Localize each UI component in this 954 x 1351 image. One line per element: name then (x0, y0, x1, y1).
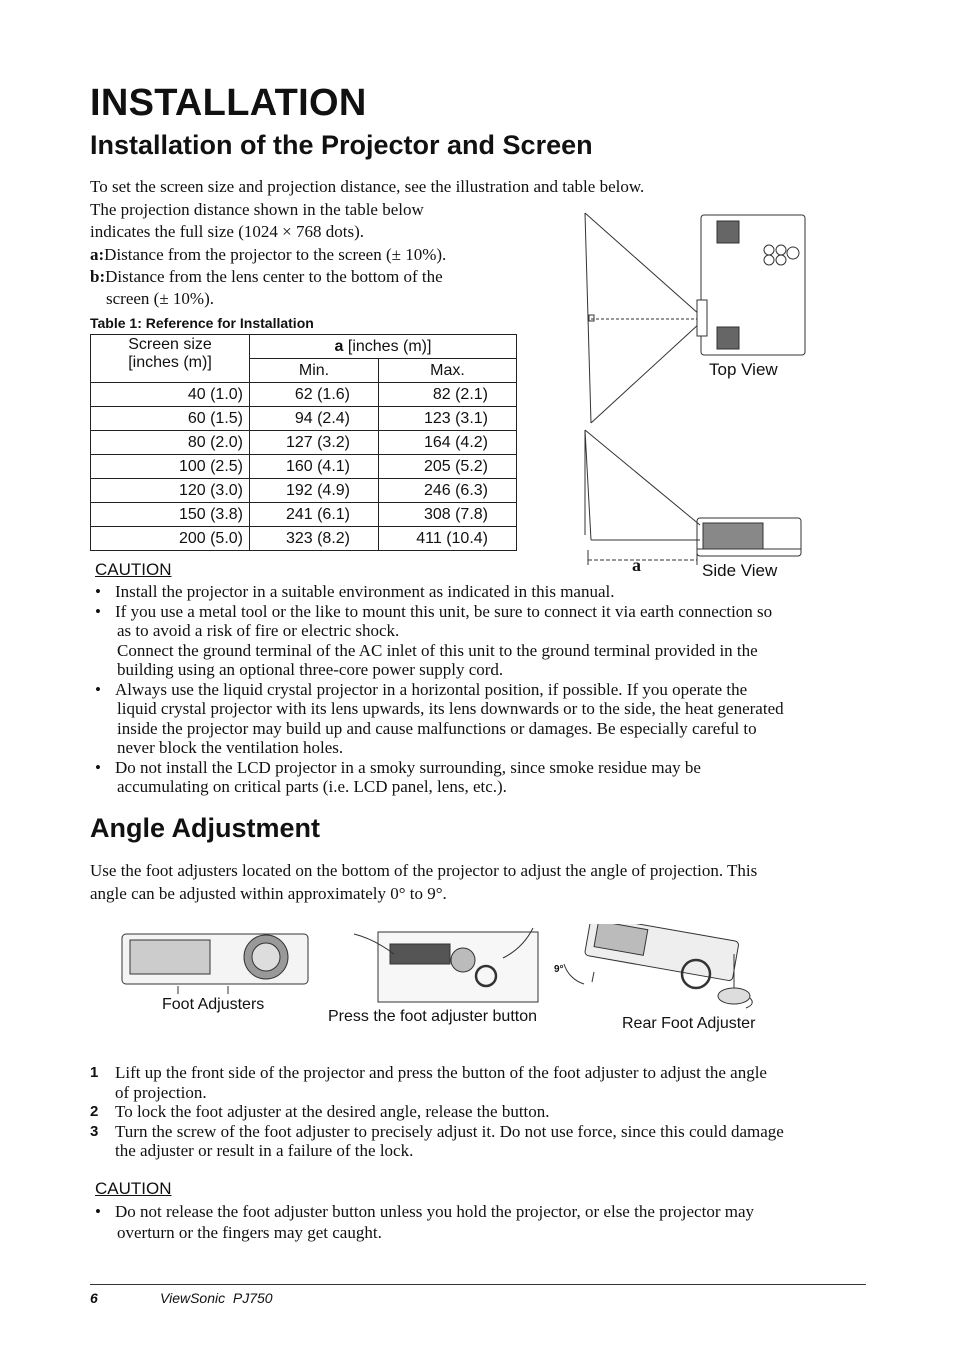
caution-item-line: Install the projector in a suitable environment as indicated in this manual. (115, 582, 615, 601)
definition-b-continued: screen (± 10%). (106, 289, 214, 308)
projector-tilted-image (584, 924, 739, 981)
step-line: Turn the screw of the foot adjuster to precisely adjust it. Do not use force, since this could damage (115, 1121, 784, 1141)
caution-item-line: accumulating on critical parts (i.e. LCD panel, lens, etc.). (117, 777, 507, 796)
table-row (91, 455, 517, 479)
header-screen-size-line-2: [inches (m)] (128, 354, 212, 371)
table-cell: 127 (3.2) (250, 431, 379, 455)
table-row (91, 503, 517, 527)
table-cell: 80 (2.0) (91, 431, 250, 455)
table-cell: 160 (4.1) (250, 455, 379, 479)
step-line: Lift up the front side of the projector and press the button of the foot adjuster to adjust the angle (115, 1063, 767, 1082)
table-cell: 192 (4.9) (250, 479, 379, 503)
header-a-bold: a (334, 337, 344, 355)
bullet-icon: • (95, 601, 101, 621)
definition-a (90, 244, 446, 266)
caution-heading-2: CAUTION (95, 1179, 172, 1198)
page-number: 6 (90, 1290, 98, 1306)
reference-table (90, 334, 517, 551)
table-row (91, 479, 517, 503)
table-row (91, 431, 517, 455)
header-distance-a (250, 335, 517, 359)
step-line: of projection. (115, 1082, 207, 1102)
caution-item-line: Always use the liquid crystal projector in a horizontal position, if possible. If you operate the (115, 679, 748, 699)
caution-list-2 (95, 1201, 875, 1243)
angle-intro-line-1: Use the foot adjusters located on the bottom of the projector to adjust the angle of projection. This (90, 861, 758, 880)
caution-item-line: building using an optional three-core power supply cord. (117, 660, 504, 679)
caution-item (95, 758, 875, 797)
header-max: Max. (379, 359, 517, 383)
footer-product: ViewSonic PJ750 (160, 1290, 273, 1306)
caution-item-line: If you use a metal tool or the like to mount this unit, be sure to connect it via earth connection so (115, 601, 773, 621)
projection-note-line-2: indicates the full size (1024 × 768 dots). (90, 222, 364, 241)
header-screen-size (91, 335, 250, 383)
top-view-label: Top View (709, 360, 778, 379)
bullet-icon: • (95, 582, 101, 601)
footer-rule (90, 1284, 866, 1285)
caution-item-line: Do not release the foot adjuster button unless you hold the projector, or else the projector may (115, 1202, 755, 1221)
side-view-label: Side View (702, 561, 778, 580)
table-cell: 200 (5.0) (91, 527, 250, 551)
step-number: 1 (90, 1064, 99, 1081)
header-screen-size-line-1: Screen size (128, 336, 212, 353)
list-item (90, 1063, 880, 1102)
projection-note-line-1: The projection distance shown in the table below (90, 200, 424, 219)
section-title-angle: Angle Adjustment (90, 813, 321, 843)
press-button-label: Press the foot adjuster button (328, 1008, 538, 1025)
step-line: the adjuster or result in a failure of the lock. (115, 1141, 414, 1160)
step-number: 3 (90, 1122, 99, 1140)
table-cell: 60 (1.5) (91, 407, 250, 431)
table-cell: 123 (3.1) (379, 407, 517, 431)
table-cell: 120 (3.0) (91, 479, 250, 503)
table-cell: 411 (10.4) (379, 527, 517, 551)
bullet-icon: • (95, 679, 101, 699)
top-view-screen (585, 213, 591, 423)
definition-b-label: b: (90, 267, 106, 286)
caution-item-line: Do not install the LCD projector in a smoky surrounding, since smoke residue may be (115, 757, 701, 777)
caution-item (95, 602, 875, 680)
caution-item (95, 680, 875, 758)
bullet-icon: • (95, 1202, 101, 1221)
bullet-icon: • (95, 757, 101, 777)
table-cell: 205 (5.2) (379, 455, 517, 479)
table-cell: 241 (6.1) (250, 503, 379, 527)
table-cell: 150 (3.8) (91, 503, 250, 527)
definition-a-label: a: (90, 245, 105, 264)
caution-item-line: inside the projector may build up and cause malfunctions or damages. Be especially careful to (117, 718, 757, 738)
step-number: 2 (90, 1103, 99, 1120)
angle-degree-label: 9° (554, 964, 564, 975)
page-title: INSTALLATION (90, 82, 367, 124)
table-cell: 82 (2.1) (379, 383, 517, 407)
list-item (90, 1122, 880, 1161)
angle-intro-line-2: angle can be adjusted within approximately 0° to 9°. (90, 884, 447, 903)
foot-adjusters-label: Foot Adjusters (162, 996, 265, 1013)
caution-item (95, 1201, 875, 1243)
definition-a-text: Distance from the projector to the screen (± 10%). (104, 245, 447, 264)
table-row (91, 383, 517, 407)
caution-list (95, 582, 875, 797)
table-cell: 94 (2.4) (250, 407, 379, 431)
table-cell: 323 (8.2) (250, 527, 379, 551)
caution-item (95, 582, 875, 602)
header-min: Min. (250, 359, 379, 383)
table-cell: 246 (6.3) (379, 479, 517, 503)
caution-item-line: Connect the ground terminal of the AC inlet of this unit to the ground terminal provided in the (117, 640, 758, 660)
step-line: To lock the foot adjuster at the desired angle, release the button. (115, 1102, 550, 1121)
steps-list (90, 1063, 880, 1161)
list-item (90, 1102, 880, 1122)
caution-item-line: liquid crystal projector with its lens upwards, its lens downwards or to the side, the heat generated (117, 699, 784, 718)
rear-foot-label: Rear Foot Adjuster (622, 1015, 756, 1032)
section-title-installation: Installation of the Projector and Screen (90, 130, 593, 160)
caution-item-line: never block the ventilation holes. (117, 738, 344, 757)
table-cell: 308 (7.8) (379, 503, 517, 527)
header-a-unit: [inches (m)] (343, 337, 432, 355)
caution-heading: CAUTION (95, 560, 172, 579)
table-row (91, 527, 517, 551)
table-cell: 100 (2.5) (91, 455, 250, 479)
definition-b (90, 266, 443, 288)
table-cell: 40 (1.0) (91, 383, 250, 407)
distance-a-label: a (632, 555, 641, 575)
caution-item-line: as to avoid a risk of fire or electric shock. (117, 621, 400, 640)
intro-text: To set the screen size and projection distance, see the illustration and table below. (90, 177, 645, 196)
caution-item-line: overturn or the fingers may get caught. (117, 1223, 382, 1242)
table-cell: 164 (4.2) (379, 431, 517, 455)
table-cell: 62 (1.6) (250, 383, 379, 407)
projection-diagram (575, 205, 815, 590)
table-title: Table 1: Reference for Installation (90, 315, 314, 331)
definition-b-text: Distance from the lens center to the bottom of the (105, 267, 443, 286)
table-row (91, 407, 517, 431)
